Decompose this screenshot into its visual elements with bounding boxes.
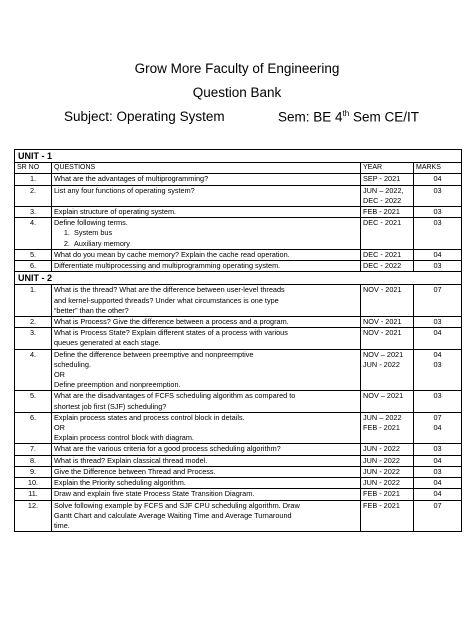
marks — [414, 349, 462, 391]
exam-year — [361, 349, 414, 391]
question-line: Define the difference between preemptive and nonpreemptive — [54, 349, 254, 359]
year-line: JUN – 2022 — [363, 412, 402, 422]
marks-line: 03 — [433, 218, 442, 228]
question-text — [52, 466, 361, 477]
marks-line: 04 — [433, 349, 442, 359]
marks-line: 04 — [433, 328, 442, 338]
sub-list — [54, 228, 358, 248]
college-name: Grow More Faculty of Engineering — [134, 61, 340, 76]
exam-year — [361, 174, 414, 185]
serial-number: 10. — [15, 478, 52, 489]
marks-line: 03 — [433, 359, 442, 369]
marks — [414, 185, 462, 206]
question-line: scheduling. — [54, 359, 91, 369]
year-line: JUN - 2022 — [363, 478, 400, 488]
marks-line: 03 — [433, 185, 442, 195]
question-text — [52, 391, 361, 412]
question-row — [15, 261, 462, 272]
question-line: What are the disadvantages of FCFS scheduling algorithm as compared to — [54, 391, 296, 401]
question-line: What are the advantages of multiprogramming? — [54, 174, 209, 184]
marks — [414, 455, 462, 466]
year-line: JUN - 2022 — [363, 455, 400, 465]
question-text — [52, 218, 361, 250]
question-row — [15, 174, 462, 185]
question-row — [15, 412, 462, 444]
semester-suffix: Sem CE/IT — [349, 109, 419, 125]
serial-number: 5. — [15, 249, 52, 260]
semester-prefix: Sem: BE 4 — [278, 109, 343, 125]
question-line: OR — [54, 370, 65, 380]
question-row — [15, 185, 462, 206]
semester-label — [278, 109, 419, 125]
exam-year — [361, 249, 414, 260]
serial-number: 6. — [15, 261, 52, 272]
unit-title: UNIT - 1 — [15, 150, 462, 163]
serial-number: 1. — [15, 285, 52, 317]
marks — [414, 317, 462, 328]
serial-number: 3. — [15, 207, 52, 218]
marks — [414, 478, 462, 489]
question-text — [52, 455, 361, 466]
year-line: JUN - 2022 — [363, 359, 400, 369]
col-header-year: YEAR — [361, 163, 414, 174]
question-text — [52, 185, 361, 206]
year-line: FEB - 2021 — [363, 423, 400, 433]
unit-header-row — [15, 272, 462, 285]
question-line: time. — [54, 520, 70, 530]
serial-number: 9. — [15, 466, 52, 477]
question-line: Explain process states and process control block in details. — [54, 412, 245, 422]
question-line: Explain structure of operating system. — [54, 207, 177, 217]
exam-year — [361, 218, 414, 250]
serial-number: 6. — [15, 412, 52, 444]
marks — [414, 174, 462, 185]
question-row — [15, 466, 462, 477]
question-line: and kernel-supported threads? Under what circumstances is one type — [54, 295, 279, 305]
exam-year — [361, 500, 414, 532]
sub-item: 2. Auxiliary memory — [72, 239, 358, 249]
exam-year — [361, 489, 414, 500]
marks-line: 03 — [433, 444, 442, 454]
marks-line: 04 — [433, 249, 442, 259]
question-text — [52, 500, 361, 532]
question-text — [52, 489, 361, 500]
exam-year — [361, 478, 414, 489]
marks — [414, 412, 462, 444]
serial-number: 7. — [15, 444, 52, 455]
question-text — [52, 349, 361, 391]
marks-line: 07 — [433, 500, 442, 510]
question-text — [52, 328, 361, 349]
question-line: “better” than the other? — [54, 305, 129, 315]
marks — [414, 249, 462, 260]
question-line: What is Process? Give the difference between a process and a program. — [54, 317, 289, 327]
question-line: Gantt Chart and calculate Average Waiting Time and Average Turnaround — [54, 510, 292, 520]
question-table-body — [15, 150, 462, 532]
year-line: NOV - 2021 — [363, 285, 402, 295]
marks — [414, 261, 462, 272]
question-line: Define following terms. — [54, 218, 128, 228]
serial-number: 2. — [15, 317, 52, 328]
marks-line: 07 — [433, 412, 442, 422]
question-line: Draw and explain five state Process State Transition Diagram. — [54, 489, 255, 499]
col-header-sr: SR NO — [15, 163, 52, 174]
sub-item: 1. System bus — [72, 228, 358, 238]
question-line: Define preemption and nonpreemption. — [54, 380, 181, 390]
serial-number: 8. — [15, 455, 52, 466]
year-line: DEC - 2021 — [363, 218, 402, 228]
question-line: OR — [54, 423, 65, 433]
year-line: FEB - 2021 — [363, 489, 400, 499]
question-row — [15, 218, 462, 250]
question-row — [15, 391, 462, 412]
question-row — [15, 455, 462, 466]
question-line: Explain the Priority scheduling algorithm. — [54, 478, 186, 488]
marks-line: 03 — [433, 317, 442, 327]
marks-line: 03 — [433, 207, 442, 217]
col-header-marks: MARKS — [414, 163, 462, 174]
question-text — [52, 478, 361, 489]
exam-year — [361, 328, 414, 349]
question-text — [52, 261, 361, 272]
question-line: Differentiate multiprocessing and multiprogramming operating system. — [54, 261, 281, 271]
year-line: NOV – 2021 — [363, 391, 404, 401]
year-line: FEB - 2021 — [363, 207, 400, 217]
question-text — [52, 285, 361, 317]
question-line: What is Process State? Explain different states of a process with various — [54, 328, 288, 338]
marks-line: 03 — [433, 466, 442, 476]
serial-number: 4. — [15, 349, 52, 391]
question-line: What do you mean by cache memory? Explain the cache read operation. — [54, 249, 290, 259]
serial-number: 12. — [15, 500, 52, 532]
year-line: JUN - 2022 — [363, 466, 400, 476]
marks — [414, 391, 462, 412]
year-line: FEB - 2021 — [363, 500, 400, 510]
unit-header-row — [15, 150, 462, 163]
question-row — [15, 249, 462, 260]
marks — [414, 328, 462, 349]
marks-line: 04 — [433, 478, 442, 488]
marks — [414, 444, 462, 455]
question-text — [52, 207, 361, 218]
marks — [414, 466, 462, 477]
exam-year — [361, 185, 414, 206]
subject-label: Subject: Operating System — [64, 109, 225, 124]
exam-year — [361, 444, 414, 455]
marks-line: 03 — [433, 261, 442, 271]
question-row — [15, 207, 462, 218]
question-line: Solve following example by FCFS and SJF CPU scheduling algorithm. Draw — [54, 500, 300, 510]
question-text — [52, 317, 361, 328]
question-text — [52, 174, 361, 185]
question-row — [15, 349, 462, 391]
column-header-row — [15, 163, 462, 174]
question-line: What is thread? Explain classical thread model. — [54, 455, 208, 465]
exam-year — [361, 455, 414, 466]
question-row — [15, 444, 462, 455]
question-line: Give the Difference between Thread and Process. — [54, 466, 216, 476]
serial-number: 4. — [15, 218, 52, 250]
marks — [414, 207, 462, 218]
question-row — [15, 478, 462, 489]
exam-year — [361, 391, 414, 412]
unit-title: UNIT - 2 — [15, 272, 462, 285]
exam-year — [361, 412, 414, 444]
year-line: DEC - 2022 — [363, 195, 402, 205]
question-line: queues generated at each stage. — [54, 338, 161, 348]
question-row — [15, 328, 462, 349]
marks-line: 07 — [433, 285, 442, 295]
serial-number: 3. — [15, 328, 52, 349]
year-line: JUN – 2022, — [363, 185, 404, 195]
question-table — [14, 149, 462, 532]
question-text — [52, 412, 361, 444]
question-line: List any four functions of operating system? — [54, 185, 195, 195]
year-line: SEP - 2021 — [363, 174, 401, 184]
marks — [414, 500, 462, 532]
document-title: Question Bank — [192, 85, 282, 100]
question-row — [15, 285, 462, 317]
exam-year — [361, 317, 414, 328]
question-line: shortest job first (SJF) scheduling? — [54, 401, 167, 411]
serial-number: 2. — [15, 185, 52, 206]
year-line: DEC - 2022 — [363, 261, 402, 271]
exam-year — [361, 261, 414, 272]
exam-year — [361, 466, 414, 477]
marks — [414, 285, 462, 317]
marks-line: 04 — [433, 489, 442, 499]
year-line: NOV - 2021 — [363, 328, 402, 338]
marks — [414, 489, 462, 500]
exam-year — [361, 285, 414, 317]
question-line: What is the thread? What are the difference between user-level threads — [54, 285, 285, 295]
col-header-question: QUESTIONS — [52, 163, 361, 174]
marks-line: 04 — [433, 455, 442, 465]
serial-number: 1. — [15, 174, 52, 185]
marks-line: 03 — [433, 391, 442, 401]
marks — [414, 218, 462, 250]
exam-year — [361, 207, 414, 218]
year-line: JUN - 2022 — [363, 444, 400, 454]
serial-number: 5. — [15, 391, 52, 412]
serial-number: 11. — [15, 489, 52, 500]
year-line: DEC - 2021 — [363, 249, 402, 259]
question-row — [15, 317, 462, 328]
marks-line: 04 — [433, 423, 442, 433]
semester-superscript: th — [342, 109, 350, 118]
question-line: Explain process control block with diagram. — [54, 433, 194, 443]
question-row — [15, 500, 462, 532]
year-line: NOV - 2021 — [363, 317, 402, 327]
question-text — [52, 249, 361, 260]
year-line: NOV – 2021 — [363, 349, 404, 359]
marks-line: 04 — [433, 174, 442, 184]
question-text — [52, 444, 361, 455]
question-row — [15, 489, 462, 500]
question-line: What are the various criteria for a good process scheduling algorithm? — [54, 444, 281, 454]
